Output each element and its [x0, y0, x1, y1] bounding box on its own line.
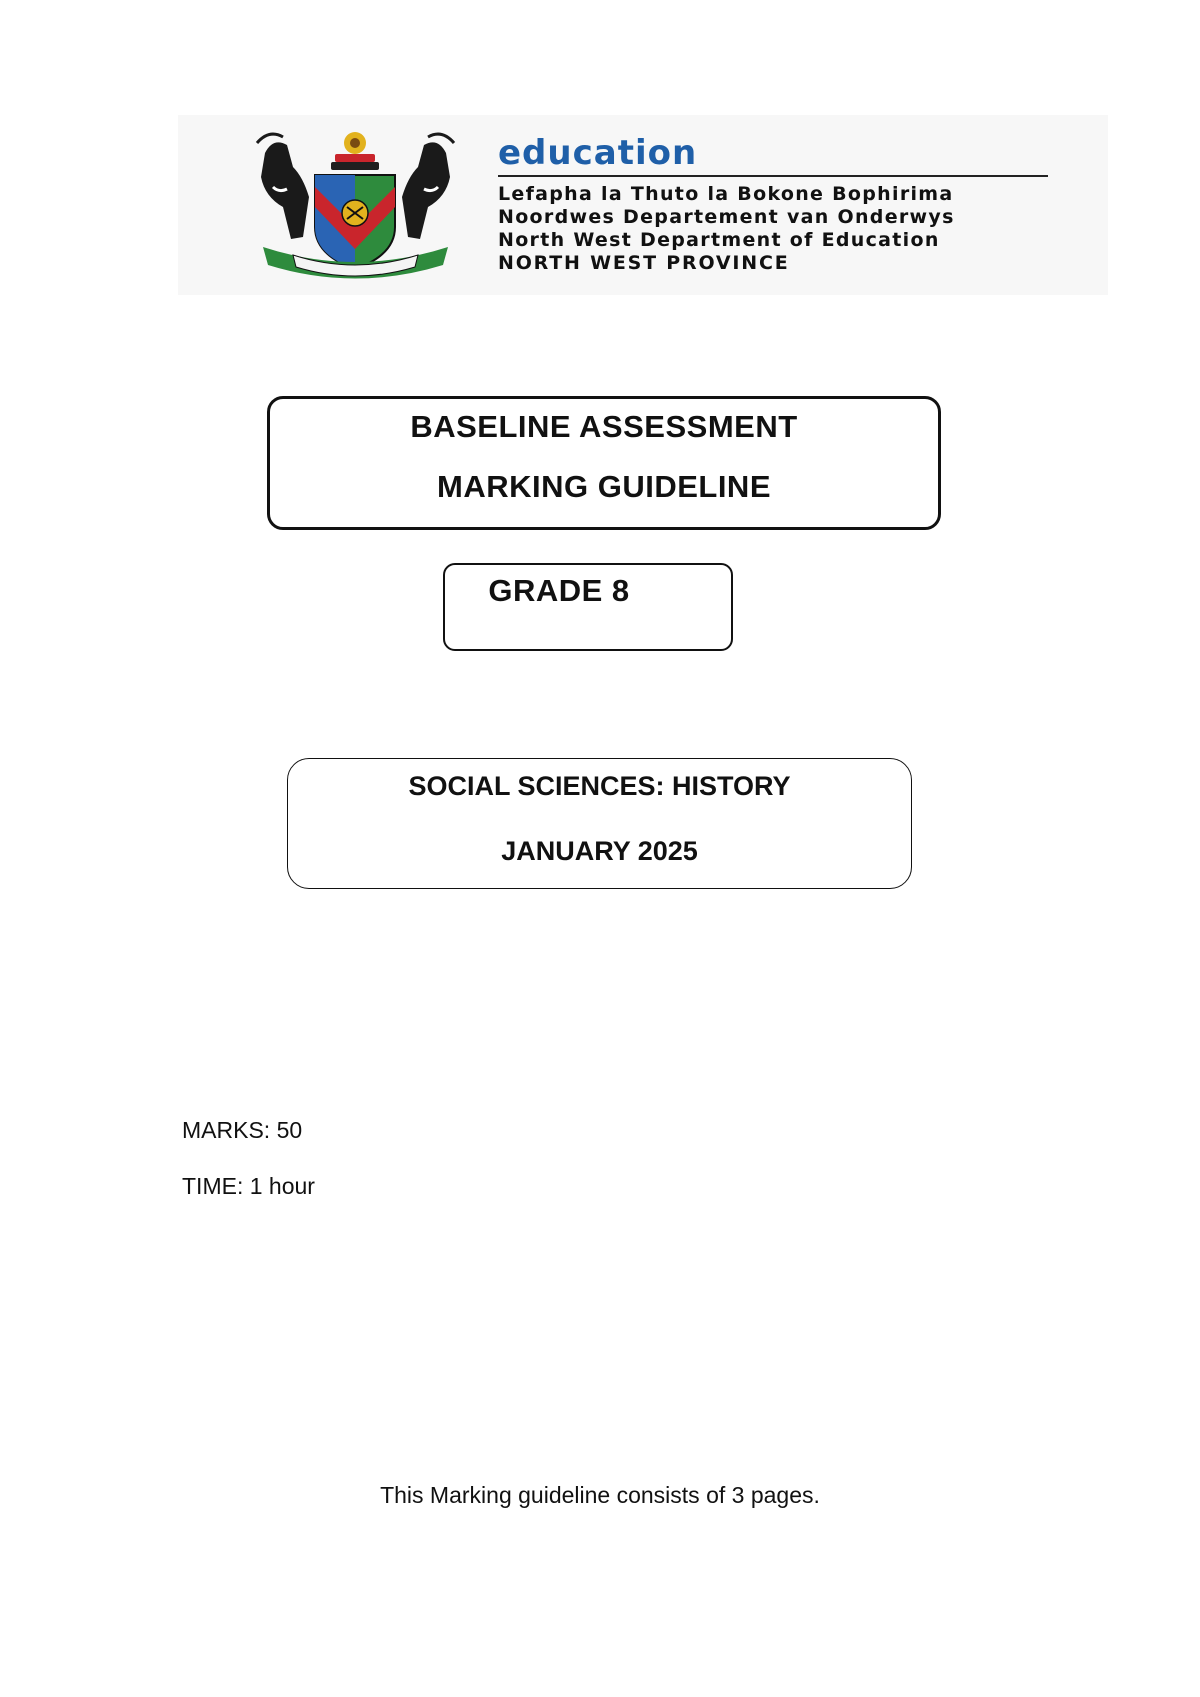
assessment-title-box [267, 396, 941, 530]
time-allowed: TIME: 1 hour [182, 1173, 315, 1199]
province-name: NORTH WEST PROVINCE [498, 252, 790, 274]
dept-name-afrikaans: Noordwes Departement van Onderwys [498, 206, 955, 228]
marks-total: MARKS: 50 [182, 1117, 303, 1143]
grade-box [443, 563, 733, 651]
department-name-block [498, 135, 1058, 275]
education-wordmark: education [498, 133, 698, 173]
assessment-title: BASELINE ASSESSMENT [410, 409, 798, 444]
subject-box [287, 758, 912, 889]
grade-label: GRADE 8 [488, 573, 630, 608]
header-divider [498, 175, 1048, 177]
department-header [178, 115, 1108, 295]
exam-date: JANUARY 2025 [501, 836, 698, 866]
dept-name-english: North West Department of Education [498, 229, 940, 251]
subject-name: SOCIAL SCIENCES: HISTORY [408, 771, 791, 801]
document-type: MARKING GUIDELINE [437, 469, 771, 504]
dept-name-setswana: Lefapha la Thuto la Bokone Bophirima [498, 183, 954, 205]
coat-of-arms-icon [243, 127, 468, 287]
page-count-note: This Marking guideline consists of 3 pages. [380, 1482, 820, 1508]
